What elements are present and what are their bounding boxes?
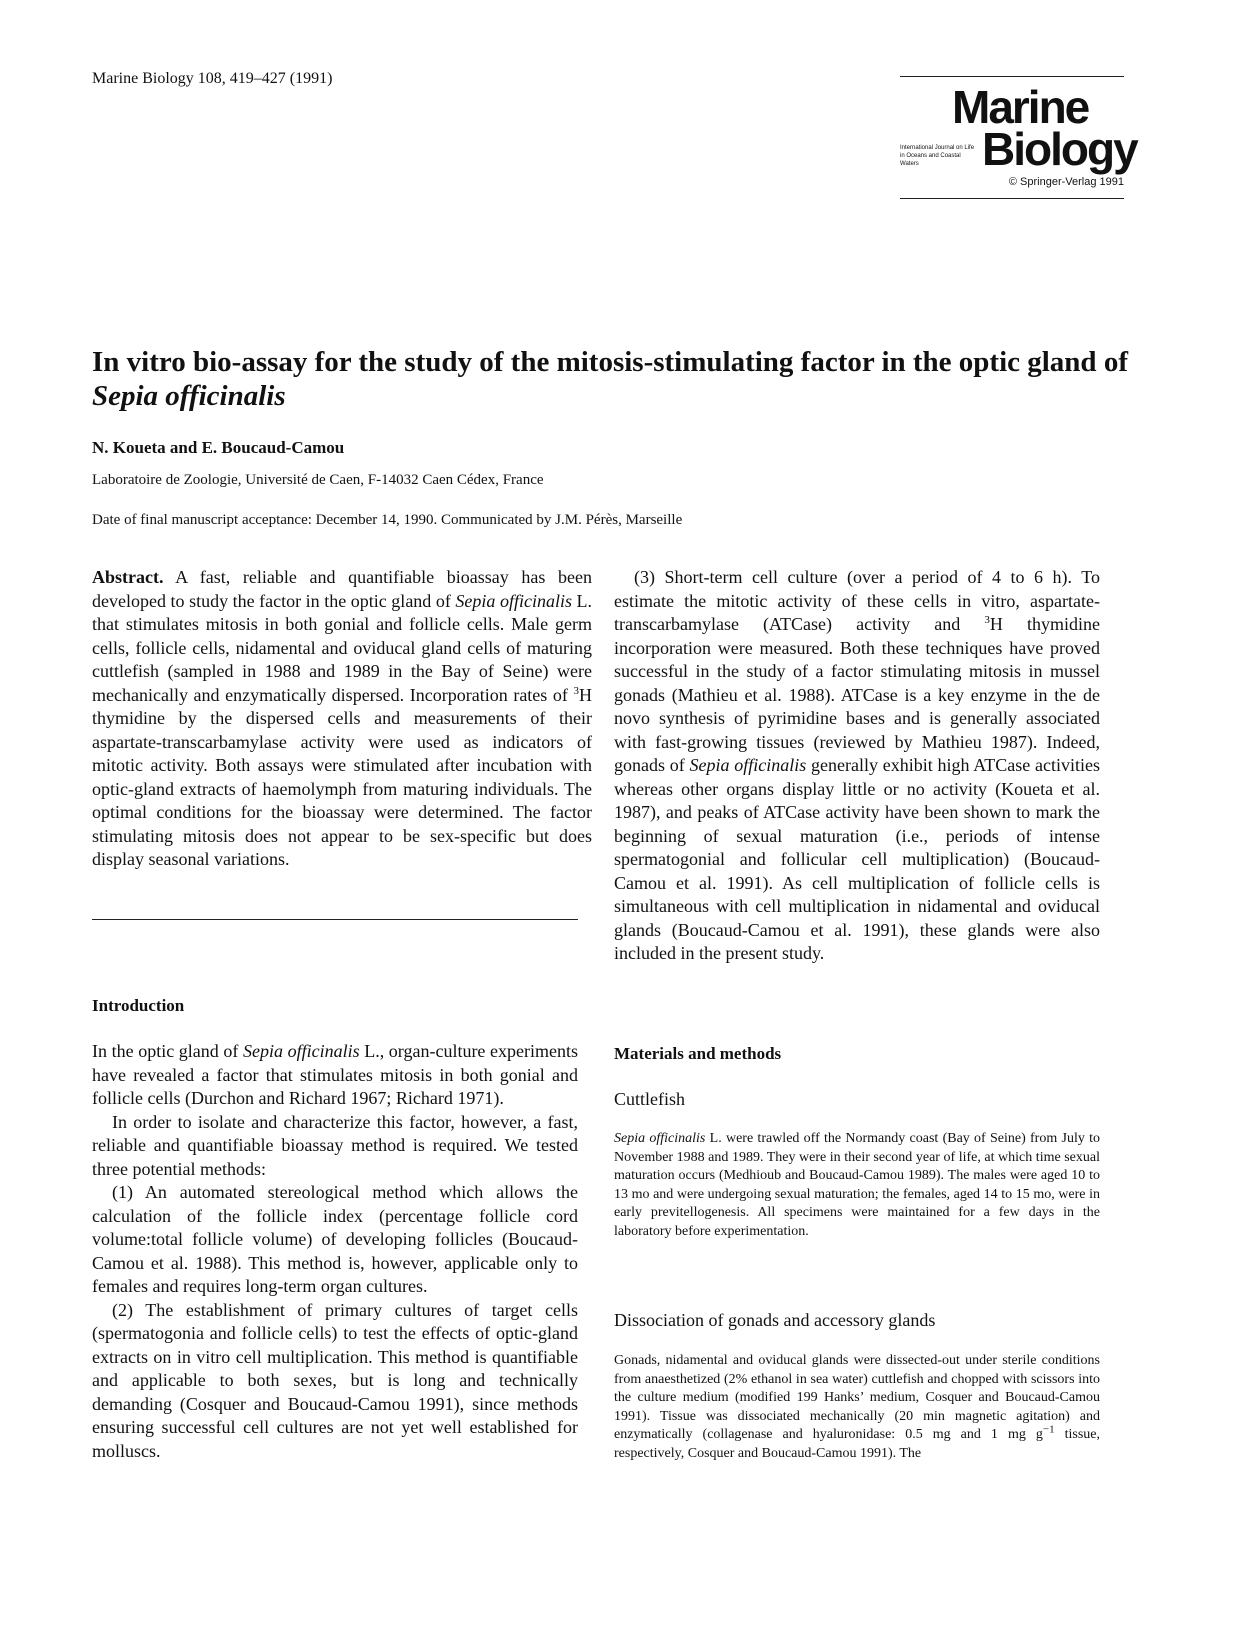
copyright-notice: © Springer-Verlag 1991 — [1008, 176, 1124, 188]
journal-citation: Marine Biology 108, 419–427 (1991) — [92, 70, 333, 87]
logo-rule-top — [900, 76, 1124, 77]
intro-p1-b: L., organ-culture experiments have revealed a factor that stimulates mitosis in both gonial and follicle cells (Durchon and Richard 1967; Richard 1971). — [92, 1041, 578, 1108]
cuttlefish-subheading: Cuttlefish — [614, 1089, 685, 1109]
cuttlefish-species: Sepia officinalis — [614, 1131, 706, 1146]
abstract-superscript: 3 — [573, 684, 579, 697]
logo-word-biology: Biology — [982, 123, 1137, 175]
intro-p1-species: Sepia officinalis — [242, 1041, 360, 1061]
intro-p2: In order to isolate and characterize this factor, however, a fast, reliable and quantifiable bioassay method is required. We tested three potential methods: — [92, 1111, 578, 1179]
introduction-heading: Introduction — [92, 996, 185, 1015]
abstract-species: Sepia officinalis — [455, 590, 572, 611]
logo-rule-bottom — [900, 198, 1124, 199]
dissociation-text-a: Gonads, nidamental and oviducal glands were dissected-out under sterile conditions from anaesthetized (2% ethanol in sea water) cuttlefish and chopped with scissors into the culture medium (modified 199 Hanks’ medium, Cosquer and Boucaud-Camou 1991). Tissue was dissociated mechanically (20 min magnetic agitation) and enzymatically (collagenase and hyaluronidase: 0.5 mg and 1 mg g — [614, 1353, 1100, 1442]
cuttlefish-text: L. were trawled off the Normandy coast (Bay of Seine) from July to November 1988 and 1989. They were in their second year of life, at which time sexual maturation occurs (Medhioub and Boucaud-Camou 1989). The males were aged 10 to 13 mo and were undergoing sexual maturation; the females, aged 14 to 15 mo, were in early previtellogenesis. All specimens were maintained for a few days in the laboratory before experimentation. — [614, 1131, 1100, 1239]
logo-tagline: International Journal on Life in Oceans and Coastal Waters — [900, 145, 975, 167]
journal-logo — [900, 76, 1137, 206]
abstract-text-1: A fast, reliable and quantifiable bioassay has been developed to study the factor in the optic gland of — [92, 567, 592, 611]
abstract — [92, 566, 592, 872]
cuttlefish-paragraph — [614, 1130, 1100, 1241]
intro-p5-a: (3) Short-term cell culture (over a period of 4 to 6 h). To estimate the mitotic activity of these cells in vitro, aspartate-transcarbamylase (ATCase) activity and — [614, 567, 1100, 634]
abstract-divider — [92, 919, 578, 920]
intro-p3: (1) An automated stereological method which allows the calculation of the follicle index (percentage follicle cord volume:total follicle volume) of developing follicles (Boucaud-Camou et al. 1988). This method is, however, applicable only to females and requires long-term organ cultures. — [92, 1182, 578, 1296]
intro-p5-b: H thymidine incorporation were measured. Both these techniques have proved successful in the study of a factor stimulating mitosis in mussel gonads (Mathieu et al. 1988). ATCase is a key enzyme in the de novo synthesis of pyrimidine bases and is generally associated with fast-growing tissues (reviewed by Mathieu 1987). Indeed, gonads of — [614, 614, 1100, 775]
abstract-text-2: L. that stimulates mitosis in both gonial and follicle cells. Male germ cells, follicle cells, nidamental and oviducal gland cells of maturing cuttlefish (sampled in 1988 and 1989 in the Bay of Seine) were mechanically and enzymatically dispersed. Incorporation rates of — [92, 590, 592, 705]
introduction-continued — [614, 566, 1100, 966]
abstract-text-3: H thymidine by the dispersed cells and measurements of their aspartate-transcarbamylase activity were used as indicators of mitotic activity. Both assays were stimulated after incubation with optic-gland extracts of haemolymph from maturing individuals. The optimal conditions for the bioassay were determined. The factor stimulating mitosis does not appear to be sex-specific but does display seasonal variations. — [92, 684, 592, 869]
intro-p4: (2) The establishment of primary cultures of target cells (spermatogonia and follicle cells) to test the effects of optic-gland extracts on in vitro cell multiplication. This method is quantifiable and applicable to both sexes, but is long and technically demanding (Cosquer and Boucaud-Camou 1991), since methods ensuring successful cell cultures are not yet well established for molluscs. — [92, 1299, 578, 1461]
abstract-label: Abstract. — [92, 567, 164, 587]
dissociation-paragraph — [614, 1352, 1100, 1463]
intro-p5-superscript: 3 — [984, 614, 990, 626]
title-text: In vitro bio-assay for the study of the mitosis-stimulating factor in the optic gland of — [92, 346, 1128, 378]
affiliation: Laboratoire de Zoologie, Université de Caen, F-14032 Caen Cédex, France — [92, 472, 544, 488]
article-title — [92, 345, 1142, 413]
authors: N. Koueta and E. Boucaud-Camou — [92, 438, 345, 457]
intro-p5-c: generally exhibit high ATCase activities whereas other organs display little or no activity (Koueta et al. 1987), and peaks of ATCase activity have been shown to mark the beginning of sexual maturation (i.e., periods of intense spermatogonial and follicular cell multiplication) (Boucaud-Camou et al. 1991). As cell multiplication of follicle cells is simultaneous with cell multiplication in nidamental and oviducal glands (Boucaud-Camou et al. 1991), these glands were also included in the present study. — [614, 755, 1100, 963]
methods-heading: Materials and methods — [614, 1044, 782, 1063]
dissociation-subheading: Dissociation of gonads and accessory glands — [614, 1310, 936, 1330]
intro-p1-a: In the optic gland of — [92, 1041, 243, 1061]
dissociation-superscript: −1 — [1042, 1423, 1055, 1436]
acceptance-note: Date of final manuscript acceptance: December 14, 1990. Communicated by J.M. Pérès, Marseille — [92, 512, 683, 528]
introduction-body — [92, 1040, 578, 1463]
title-species: Sepia officinalis — [92, 380, 286, 412]
dissociation-text-b: tissue, respectively, Cosquer and Boucaud-Camou 1991). The — [614, 1427, 1100, 1461]
logo-word-marine: Marine — [952, 81, 1089, 133]
intro-p5-species: Sepia officinalis — [689, 755, 807, 775]
